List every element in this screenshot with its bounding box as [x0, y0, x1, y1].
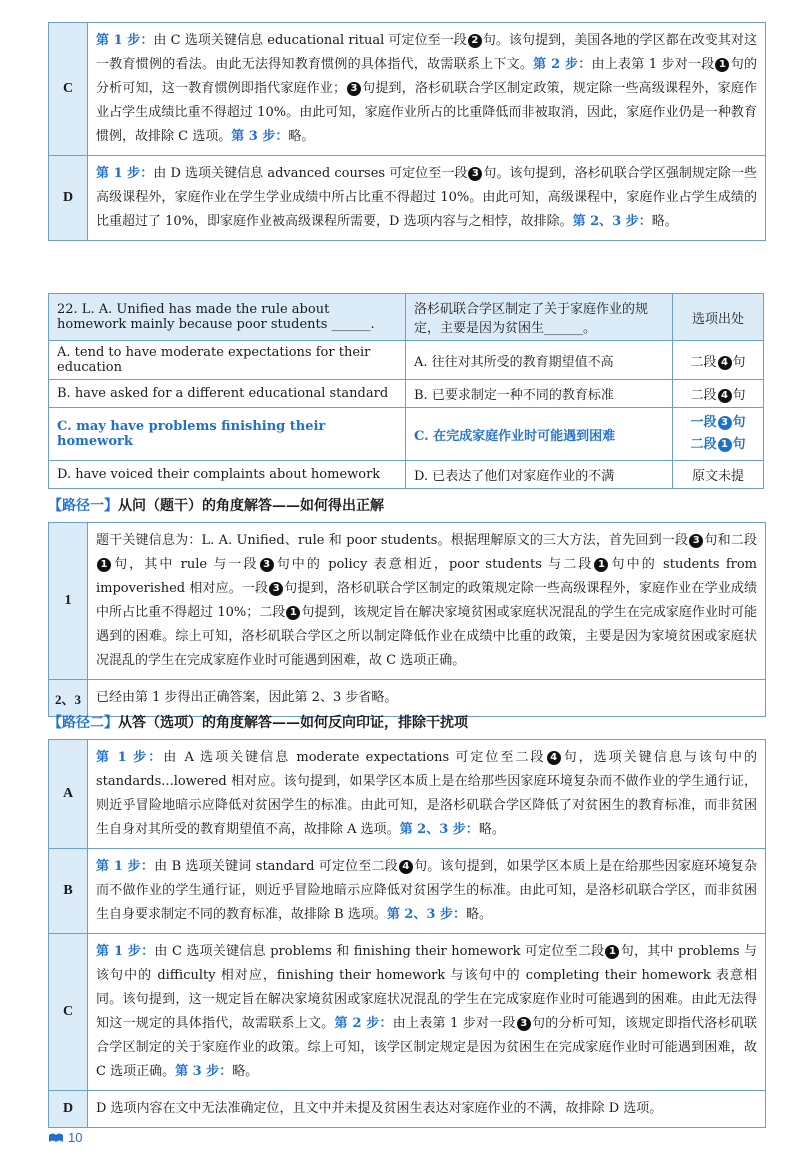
sentence-number-badge: 3	[347, 82, 361, 96]
sentence-number-badge: 3	[269, 582, 283, 596]
option-zh: D. 已表达了他们对家庭作业的不满	[406, 461, 673, 489]
path-title: 从答（选项）的角度解答——如何反向印证，排除干扰项	[118, 715, 468, 731]
option-en: D. have voiced their complaints about homework	[49, 461, 406, 489]
row-label: 2、3	[49, 680, 88, 716]
sentence-number-badge: 1	[594, 558, 608, 572]
row-text: 题干关键信息为：L. A. Unified、rule 和 poor students。根据理解原文的三大方法，首先回到一段 3 句和二段1 句，其中 rule 与一段 3 句中的 policy 表意相近，poor students 与二段 1 句中的 students from impoverished 相对应。一段 3 句提到，洛杉矶联合学区制定的政策规定除一些高级课程外，家庭作业在学业成绩中所占比重不得超过 10%；二段 1 句提到，该规定旨在解决家境贫困或家庭状况混乱的学生在完成家庭作业时可能遇到的困难。综上可知，洛杉矶联合学区之所以制定降低作业在成绩中比重的政策，主要是因为家境贫困或家庭状况混乱的学生在完成家庭作业时可能遇到困难，故 C 选项正确。	[96, 533, 757, 668]
row-label: A	[49, 740, 88, 848]
question-en: 22. L. A. Unified has made the rule about homework mainly because poor students ______.	[49, 294, 406, 341]
row-text: 第 1 步：由 A 选项关键信息 moderate expectations 可定位至二段 4 句，选项关键信息与该句中的 standards...lowered 相对应。该句提到，如果学区本质上是在给那些因家庭环境复杂而不做作业的学生通行证，则近乎冒险地暗示应降低对贫困学生的标准。由此可知，是洛杉矶联合学区降低了对贫困生的教育标准，而非贫困生自身对其所受的教育期望值不高，故排除 A 选项。第 2、3 步：略。	[96, 750, 757, 837]
path1-row-23	[49, 679, 765, 716]
option-source: 二段 4 句	[673, 380, 764, 408]
analysis-row-d	[49, 155, 765, 240]
step-label: 第 1 步：	[96, 944, 155, 959]
row-text: 第 1 步：由 C 选项关键信息 problems 和 finishing their homework 可定位至二段 1 句，其中 problems 与该句中的 difficulty 相对应，finishing their homework 与该句中的 completing their homework 表意相同。该句提到，这一规定旨在解决家境贫困或家庭状况混乱的学生在完成家庭作业时可能遇到的困难。由此无法得知这一规定的具体指代，故需联系上文。第 2 步：由上表第 1 步对一段 3 句的分析可知，该规定即指代洛杉矶联合学区制定的关于家庭作业的政策。综上可知，该学区制定规定是因为贫困生在完成家庭作业时可能遇到困难，故 C 选项正确。第 3 步：略。	[96, 944, 757, 1079]
sentence-number-badge: 3	[517, 1017, 531, 1031]
row-text: 第 1 步：由 B 选项关键词 standard 可定位至二段 4 句。该句提到，如果学区本质上是在给那些因家庭环境复杂而不做作业的学生通行证，则近乎冒险地暗示应降低对贫困学生的标准。由此可知，是洛杉矶联合学区，而非贫困生自身要求制定不同的教育标准，故排除 B 选项。第 2、3 步：略。	[96, 859, 757, 922]
sentence-number-badge: 1	[97, 558, 111, 572]
path-label: 路径一	[62, 498, 104, 514]
sentence-number-badge: 3	[468, 167, 482, 181]
step-label: 第 3 步：	[175, 1064, 233, 1079]
page-footer	[48, 1130, 82, 1145]
path2-heading: 【路径二】从答（选项）的角度解答——如何反向印证，排除干扰项	[48, 715, 468, 731]
path1-box	[48, 522, 766, 717]
sentence-number-badge: 4	[547, 751, 561, 765]
sentence-number-badge: 4	[718, 356, 732, 370]
option-row-a	[49, 341, 764, 380]
option-en-correct: C. may have problems finishing their homework	[49, 408, 406, 461]
option-row-b	[49, 380, 764, 408]
option-en: A. tend to have moderate expectations for their education	[49, 341, 406, 380]
row-label: D	[49, 1091, 88, 1127]
step-label: 第 1 步：	[96, 166, 154, 181]
step-label: 第 2、3 步：	[399, 822, 479, 837]
row-label: B	[49, 849, 88, 933]
step-label: 第 2、3 步：	[386, 907, 466, 922]
path2-row-d	[49, 1090, 765, 1127]
sentence-number-badge: 4	[718, 389, 732, 403]
path2-row-a	[49, 740, 765, 848]
step-label: 第 1 步：	[96, 859, 155, 874]
step-label: 第 1 步：	[96, 750, 164, 765]
sentence-number-badge: 3	[718, 416, 732, 430]
sentence-number-badge: 3	[689, 534, 703, 548]
option-source: 一段 3 句 二段 1 句	[673, 408, 764, 461]
option-en: B. have asked for a different educational standard	[49, 380, 406, 408]
row-text: 已经由第 1 步得出正确答案，因此第 2、3 步省略。	[96, 690, 398, 705]
path2-row-b	[49, 848, 765, 933]
top-analysis-box	[48, 22, 766, 241]
step-label: 第 1 步：	[96, 33, 154, 48]
sentence-number-badge: 3	[260, 558, 274, 572]
option-source: 原文未提	[673, 461, 764, 489]
path-title: 从问（题干）的角度解答——如何得出正解	[118, 498, 384, 514]
row-text: D 选项内容在文中无法准确定位，且文中并未提及贫困生表达对家庭作业的不满，故排除 D 选项。	[96, 1101, 663, 1116]
option-row-c	[49, 408, 764, 461]
step-label: 第 2 步：	[334, 1016, 393, 1031]
question-header-row	[49, 294, 764, 341]
option-zh: B. 已要求制定一种不同的教育标准	[406, 380, 673, 408]
sentence-number-badge: 1	[286, 606, 300, 620]
source-header: 选项出处	[673, 294, 764, 341]
question-zh: 洛杉矶联合学区制定了关于家庭作业的规定，主要是因为贫困生______。	[406, 294, 673, 341]
row-text: 第 1 步：由 D 选项关键信息 advanced courses 可定位至一段 3 句。该句提到，洛杉矶联合学区强制规定除一些高级课程外，家庭作业在学生学业成绩中所占比重不得超过 10%。由此可知，高级课程中，家庭作业占学生成绩的比重超过了 10%，即家庭作业被高级课程所需要，D 选项内容与之相悖，故排除。第 2、3 步：略。	[96, 166, 757, 229]
option-zh: A. 往往对其所受的教育期望值不高	[406, 341, 673, 380]
sentence-number-badge: 4	[399, 860, 413, 874]
step-label: 第 2、3 步：	[572, 214, 652, 229]
row-text: 第 1 步：由 C 选项关键信息 educational ritual 可定位至一段 2 句。该句提到，美国各地的学区都在改变其对这一教育惯例的看法。由此无法得知教育惯例的具体指代，故需联系上下文。第 2 步：由上表第 1 步对一段 1 句的分析可知，这一教育惯例即指代家庭作业； 3 句提到，洛杉矶联合学区制定政策，规定除一些高级课程外，家庭作业占学生成绩比重不得超过 10%。由此可知，家庭作业所占的比重降低而非被取消，因此，家庭作业仍是一种教育惯例，故排除 C 选项。第 3 步：略。	[96, 33, 757, 144]
sentence-number-badge: 1	[718, 438, 732, 452]
step-label: 第 2 步：	[533, 57, 592, 72]
path2-row-c	[49, 933, 765, 1090]
option-zh-correct: C. 在完成家庭作业时可能遇到困难	[406, 408, 673, 461]
sentence-number-badge: 1	[715, 58, 729, 72]
book-icon	[48, 1132, 64, 1143]
sentence-number-badge: 1	[605, 945, 619, 959]
path1-row-1	[49, 523, 765, 679]
step-label: 第 3 步：	[231, 129, 289, 144]
path1-heading: 【路径一】从问（题干）的角度解答——如何得出正解	[48, 498, 384, 514]
sentence-number-badge: 2	[468, 34, 482, 48]
row-label: 1	[49, 523, 88, 679]
option-row-d	[49, 461, 764, 489]
path2-box	[48, 739, 766, 1128]
row-label: D	[49, 156, 88, 240]
analysis-row-c	[49, 23, 765, 155]
option-source: 二段 4 句	[673, 341, 764, 380]
row-label: C	[49, 934, 88, 1090]
row-label: C	[49, 23, 88, 155]
page-number: 10	[68, 1130, 83, 1145]
path-label: 路径二	[62, 715, 104, 731]
question-table	[48, 293, 764, 489]
